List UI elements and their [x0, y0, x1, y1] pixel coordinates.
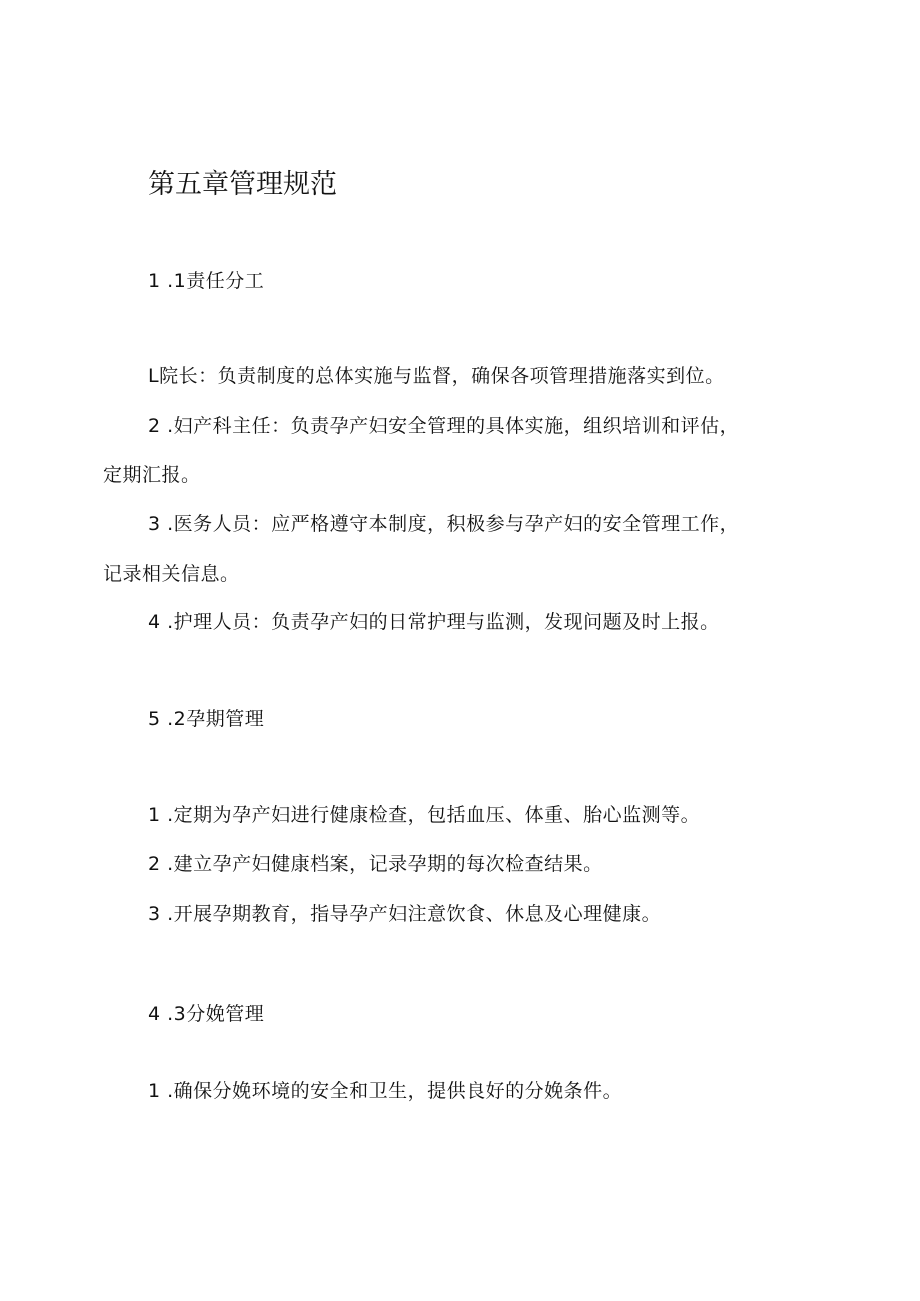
paragraph-line: 1 .定期为孕产妇进行健康检查，包括血压、体重、胎心监测等。 [148, 804, 701, 826]
section-heading-pregnancy: 5 .2孕期管理 [148, 708, 265, 730]
paragraph-line: 1 .确保分娩环境的安全和卫生，提供良好的分娩条件。 [148, 1080, 623, 1102]
paragraph-line: L院长：负责制度的总体实施与监督，确保各项管理措施落实到位。 [148, 365, 725, 387]
paragraph-line: 2 .妇产科主任：负责孕产妇安全管理的具体实施，组织培训和评估， [148, 415, 740, 437]
paragraph-line: 3 .医务人员：应严格遵守本制度，积极参与孕产妇的安全管理工作， [148, 513, 740, 535]
paragraph-line: 4 .护理人员：负责孕产妇的日常护理与监测，发现问题及时上报。 [148, 611, 720, 633]
page-title: 第五章管理规范 [148, 169, 337, 200]
section-heading-responsibility: 1 .1责任分工 [148, 270, 265, 292]
paragraph-line: 3 .开展孕期教育，指导孕产妇注意饮食、休息及心理健康。 [148, 903, 662, 925]
paragraph-line: 2 .建立孕产妇健康档案，记录孕期的每次检查结果。 [148, 853, 603, 875]
paragraph-line: 记录相关信息。 [103, 563, 240, 585]
section-heading-delivery: 4 .3分娩管理 [148, 1003, 265, 1025]
paragraph-line: 定期汇报。 [103, 464, 201, 486]
